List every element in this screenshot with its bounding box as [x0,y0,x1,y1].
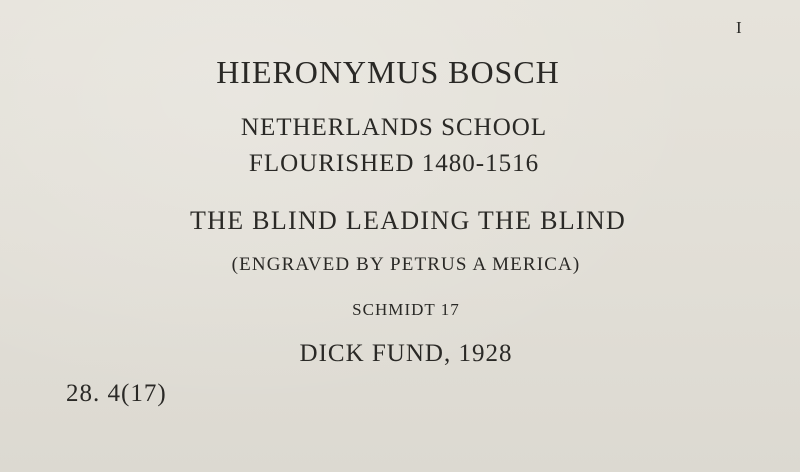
page-number: I [736,18,742,37]
school-line: NETHERLANDS SCHOOL [240,114,548,141]
accession-number: 28. 4(17) [66,380,167,407]
artwork-title: THE BLIND LEADING THE BLIND [189,206,627,235]
artist-name: HIERONYMUS BOSCH [216,54,560,90]
engraver-line: (ENGRAVED BY PETRUS A MERICA) [231,254,581,275]
catalog-reference: SCHMIDT 17 [352,300,460,319]
flourished-dates: FLOURISHED 1480-1516 [248,150,540,177]
credit-line: DICK FUND, 1928 [299,340,513,367]
